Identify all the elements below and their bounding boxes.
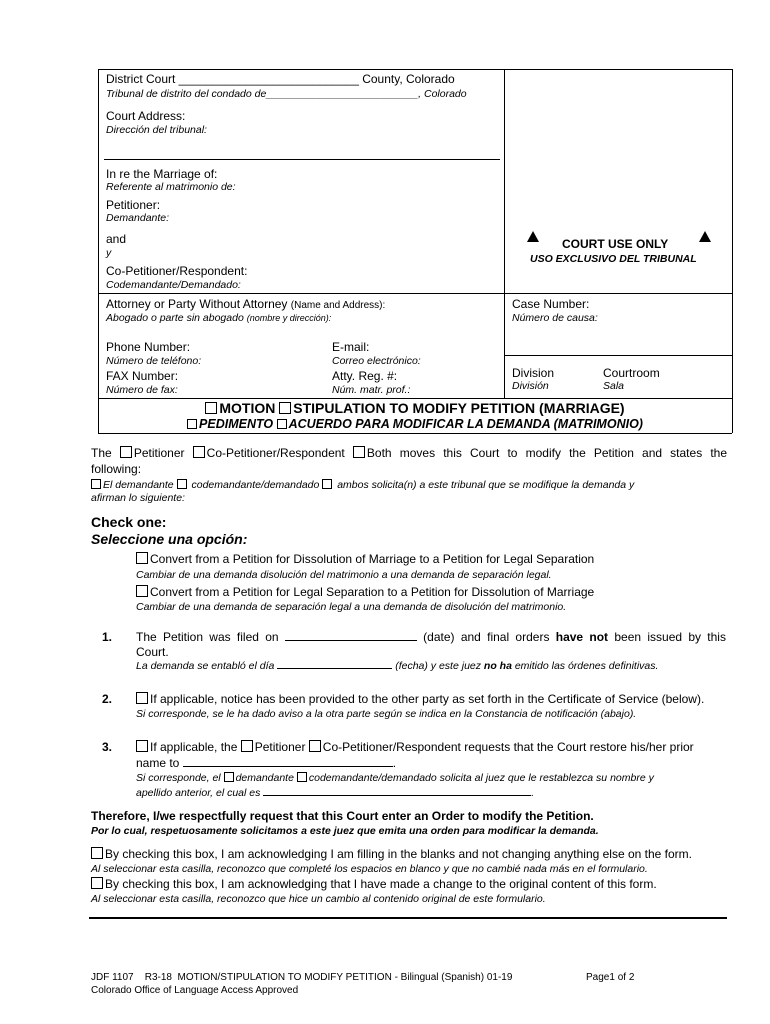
item-3-text-es-2: apellido anterior, el cual es . <box>136 787 535 799</box>
marriage-label-es: Referente al matrimonio de: <box>106 181 236 193</box>
item-3-text-es: Si corresponde, el demandante codemandante/demandado solicita al juez que le restablezca su nombre y <box>136 772 654 784</box>
division-label-es: División <box>512 380 549 392</box>
ack-fill-blanks: By checking this box, I am acknowledging I am filling in the blanks and not changing anything else on the form. <box>91 847 692 861</box>
option-dissolution-es: Cambiar de una demanda de separación legal a una demanda de disolución del matrimonio. <box>136 601 567 613</box>
motion-checkbox[interactable] <box>205 402 217 414</box>
ack-fill-blanks-checkbox[interactable] <box>91 847 103 859</box>
option-legal-separation: Convert from a Petition for Dissolution of Marriage to a Petition for Legal Separation <box>136 552 594 566</box>
item-3-name: name to . <box>136 756 397 770</box>
case-number-label: Case Number: <box>512 297 590 311</box>
language-access-approval: Colorado Office of Language Access Approved <box>91 985 299 996</box>
copetitioner-label-es: Codemandante/Demandado: <box>106 279 241 291</box>
courtroom-label-es: Sala <box>603 380 625 392</box>
up-arrow-icon <box>699 231 711 242</box>
stipulation-checkbox[interactable] <box>279 402 291 414</box>
option-legal-separation-checkbox[interactable] <box>136 552 148 564</box>
intro-line: The Petitioner Co-Petitioner/Respondent Both moves this Court to modify the Petition and states the <box>91 446 728 460</box>
court-use-only: COURT USE ONLY <box>562 237 669 251</box>
email-label: E-mail: <box>332 340 370 354</box>
attorney-label-es: Abogado o parte sin abogado (nombre y dirección): <box>106 312 332 324</box>
fax-label: FAX Number: <box>106 369 179 383</box>
check-one-heading: Check one: <box>91 514 167 530</box>
email-label-es: Correo electrónico: <box>332 355 421 367</box>
ack-changed-es: Al seleccionar esta casilla, reconozco que hice un cambio al contenido original de este formulario. <box>91 893 546 905</box>
court-address-label: Court Address: <box>106 109 186 123</box>
atty-reg-label: Atty. Reg. #: <box>332 369 398 383</box>
intro-es-line2: afirman lo siguiente: <box>91 492 185 504</box>
form-title-es: PEDIMENTO ACUERDO PARA MODIFICAR LA DEMANDA (MATRIMONIO) <box>98 417 732 431</box>
and-label: and <box>106 232 127 246</box>
up-arrow-icon <box>527 231 539 242</box>
and-label-es: y <box>106 247 112 259</box>
page-number: Page1 of 2 <box>586 972 635 983</box>
copetitioner-label: Co-Petitioner/Respondent: <box>106 264 248 278</box>
notice-checkbox[interactable] <box>136 692 148 704</box>
item-1-text: The Petition was filed on (date) and final orders have not been issued by this <box>136 630 726 644</box>
item-1-text-es: La demanda se entabló el día (fecha) y este juez no ha emitido las órdenes definitivas. <box>136 660 659 672</box>
intro-both-checkbox[interactable] <box>353 446 365 458</box>
item-1-court: Court. <box>136 645 169 659</box>
prior-name-field[interactable] <box>183 766 393 767</box>
court-address-label-es: Dirección del tribunal: <box>106 124 207 136</box>
ack-changed: By checking this box, I am acknowledging that I have made a change to the original content of this form. <box>91 877 657 891</box>
item-number: 3. <box>102 740 113 754</box>
court-use-only-es: USO EXCLUSIVO DEL TRIBUNAL <box>530 253 697 265</box>
footer-divider <box>89 917 727 919</box>
filed-date-field[interactable] <box>285 640 417 641</box>
option-dissolution-checkbox[interactable] <box>136 585 148 597</box>
courtroom-label: Courtroom <box>603 366 660 380</box>
item-2-text-es: Si corresponde, se le ha dado aviso a la otra parte según se indica en la Constancia de notificación (abajo). <box>136 708 637 720</box>
division-label: Division <box>512 366 555 380</box>
intro-es-line1: El demandante codemandante/demandado ambos solicita(n) a este tribunal que se modifique la demanda y <box>91 479 634 491</box>
court-line-es: Tribunal de distrito del condado de__________________________, Colorado <box>106 88 467 100</box>
petitioner-label-es: Demandante: <box>106 212 170 224</box>
intro-copetitioner-checkbox[interactable] <box>193 446 205 458</box>
therefore-statement: Therefore, I/we respectfully request that this Court enter an Order to modify the Petition. <box>91 809 594 823</box>
phone-label-es: Número de teléfono: <box>106 355 202 367</box>
intro-following: following: <box>91 462 142 476</box>
marriage-label: In re the Marriage of: <box>106 167 218 181</box>
court-line: District Court ___________________________ County, Colorado <box>106 72 455 86</box>
petitioner-label: Petitioner: <box>106 198 161 212</box>
item-number: 1. <box>102 630 113 644</box>
phone-label: Phone Number: <box>106 340 191 354</box>
ack-changed-checkbox[interactable] <box>91 877 103 889</box>
intro-petitioner-checkbox[interactable] <box>120 446 132 458</box>
form-title: MOTION STIPULATION TO MODIFY PETITION (MARRIAGE) <box>98 400 732 416</box>
item-2-text: If applicable, notice has been provided to the other party as set forth in the Certificate of Service (below). <box>136 692 704 706</box>
item-number: 2. <box>102 692 113 706</box>
restore-name-checkbox[interactable] <box>136 740 148 752</box>
fax-label-es: Número de fax: <box>106 384 178 396</box>
atty-reg-label-es: Núm. matr. prof.: <box>332 384 411 396</box>
case-number-label-es: Número de causa: <box>512 312 598 324</box>
restore-petitioner-checkbox[interactable] <box>241 740 253 752</box>
option-dissolution: Convert from a Petition for Legal Separation to a Petition for Dissolution of Marriage <box>136 585 594 599</box>
option-legal-separation-es: Cambiar de una demanda disolución del matrimonio a una demanda de separación legal. <box>136 569 552 581</box>
ack-fill-blanks-es: Al seleccionar esta casilla, reconozco que completé los espacios en blanco y que no cambié nada más en el formulario. <box>91 863 648 875</box>
attorney-label: Attorney or Party Without Attorney (Name and Address): <box>106 297 386 311</box>
restore-copetitioner-checkbox[interactable] <box>309 740 321 752</box>
form-id: JDF 1107 R3-18 MOTION/STIPULATION TO MODIFY PETITION - Bilingual (Spanish) 01-19 <box>91 972 513 983</box>
item-3-text: If applicable, the Petitioner Co-Petitioner/Respondent requests that the Court restore his/her prior <box>136 740 694 754</box>
check-one-heading-es: Seleccione una opción: <box>91 531 248 547</box>
therefore-statement-es: Por lo cual, respetuosamente solicitamos a este juez que emita una orden para modificar la demanda. <box>91 825 599 837</box>
